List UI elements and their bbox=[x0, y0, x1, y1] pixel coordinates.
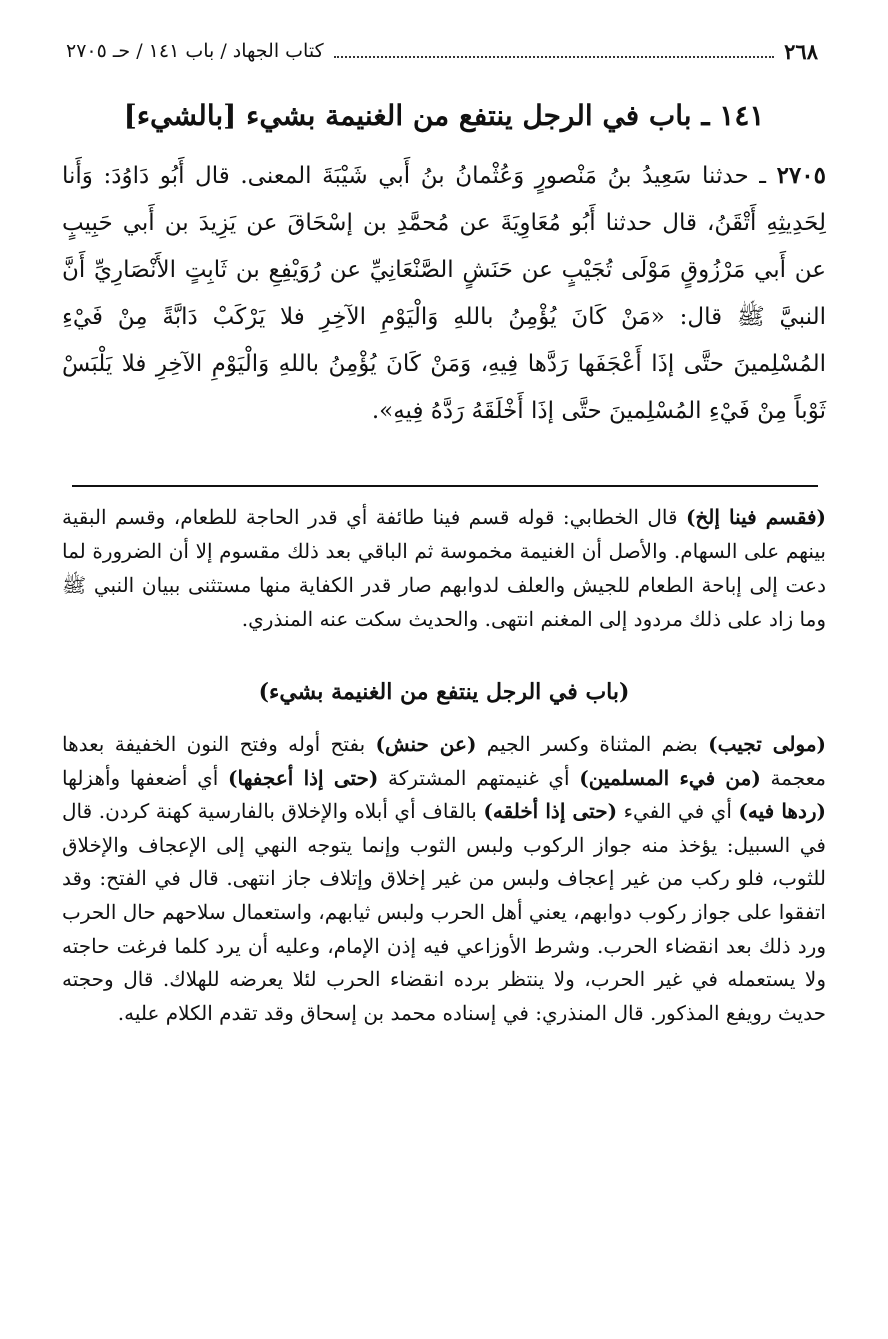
commentary-1-body: قال الخطابي: قوله قسم فينا طائفة أي قدر الحاجة للطعام، وقسم البقية بينهم على السهام. والأصل أن الغنيمة مخموسة ثم الباقي بعد ذلك مقسوم إلا أن الضرورة لما دعت إلى إباحة الطعام للجيش والعلف لدوابهم صار قدر الكفاية منها مستثنى ببيان النبي ﷺ وما زاد على ذلك مردود إلى المغنم انتهى. والحديث سكت عنه المنذري. bbox=[62, 505, 826, 631]
gloss-4: أي أضعفها وأهزلها bbox=[62, 765, 229, 790]
chapter-title: ١٤١ ـ باب في الرجل ينتفع من الغنيمة بشيء [بالشيء] bbox=[123, 99, 765, 132]
hadith-number: ٢٧٠٥ bbox=[776, 162, 826, 189]
gloss-2: بفتح أوله وفتح النون الخفيفة بعدها معجمة bbox=[62, 732, 827, 790]
gloss-6: بالقاف أي أبلاه والإخلاق بالفارسية كهنة كردن. قال في السبيل: يؤخذ منه جواز الركوب ولبس الثوب وإنما يتوجه النهي إلى الإعجاف والإخلاق للثوب، فلو ركب من غير إعجاف ولبس من غير إخلاق وإتلاف جاز انتهى. قال في الفتح: وقد اتفقوا على جواز ركوب دوابهم، يعني أهل الحرب ولبس ثيابهم، واستعمال سلاحهم حال الحرب ورد ذلك بعد انقضاء الحرب. وشرط الأوزاعي فيه إذن الإمام، وعليه أن يرد كلما فرغت حاجته ولا يستعمله في غير الحرب، ولا ينتظر برده انقضاء الحرب لئلا يعرضه للهلاك. قال وحجته حديث رويفع المذكور. قال المنذري: في إسناده محمد بن إسحاق وقد تقدم الكلام عليه. bbox=[61, 799, 826, 1025]
running-title: كتاب الجهاد / باب ١٤١ / حـ ٢٧٠٥ bbox=[66, 40, 324, 62]
term-1: (مولى تجيب) bbox=[708, 732, 827, 756]
commentary-1-lead: (فقسم فينا إلخ) bbox=[685, 505, 826, 529]
term-2: (عن حنش) bbox=[375, 732, 477, 756]
term-5: (ردها فيه) bbox=[738, 799, 826, 824]
commentary-block-1 bbox=[62, 500, 826, 636]
term-6: (حتى إذا أخلقه) bbox=[483, 799, 618, 824]
gloss-5: أي في الفيء bbox=[617, 799, 739, 824]
commentary-chapter-heading: (باب في الرجل ينتفع من الغنيمة بشيء) bbox=[258, 679, 630, 705]
commentary-block-2 bbox=[62, 728, 826, 1030]
hadith-text bbox=[62, 152, 826, 435]
page-number: ٢٦٨ bbox=[784, 38, 818, 64]
page-header bbox=[66, 34, 818, 68]
footnote-divider bbox=[72, 485, 818, 487]
hadith-body: ـ حدثنا سَعِيدُ بنُ مَنْصورٍ وَعُثْمانُ بنُ أَبي شَيْبَةَ المعنى. قال أَبُو دَاوُدَ: وَأَنا لِحَدِيثِهِ أَتْقَنُ، قال حدثنا أَبُو مُعَاوِيَةَ عن مُحمَّدِ بن إسْحَاقَ عن يَزِيدَ بن أَبي حَبِيبٍ عن أَبي مَرْزُوقٍ مَوْلَى تُجَيْبٍ عن حَنَشٍ الصَّنْعَانِيِّ عن رُوَيْفِعِ بن ثَابِتٍ الأَنْصَارِيِّ أَنَّ النبيَّ ﷺ قال: «مَنْ كَانَ يُؤْمِنُ باللهِ وَالْيَوْمِ الآخِرِ فلا يَرْكَبْ دَابَّةً مِنْ فَيْءِ المُسْلِمينَ حتَّى إذَا أَعْجَفَها رَدَّها فِيهِ، وَمَنْ كَانَ يُؤْمِنُ باللهِ وَالْيَوْمِ الآخِرِ فلا يَلْبَسْ ثَوْباً مِنْ فَيْءِ المُسْلِمينَ حتَّى إذَا أَخْلَقَهُ رَدَّهُ فِيهِ». bbox=[62, 163, 826, 424]
term-3: (من فيء المسلمين) bbox=[579, 765, 761, 790]
gloss-3: أي غنيمتهم المشتركة bbox=[378, 765, 580, 790]
term-4: (حتى إذا أعجفها) bbox=[228, 765, 379, 790]
gloss-1: بضم المثناة وكسر الجيم bbox=[476, 732, 709, 756]
header-dotted-leader bbox=[334, 56, 775, 58]
